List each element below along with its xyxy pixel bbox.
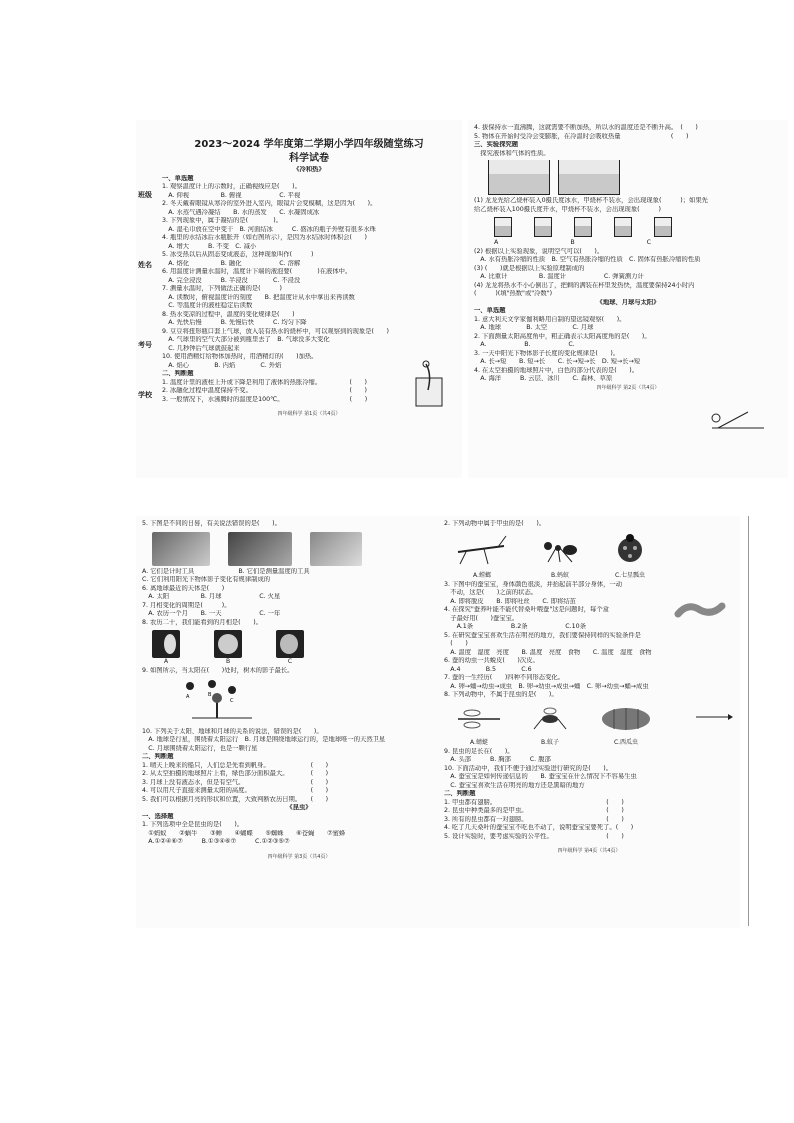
question-line: ( )(填"热数"或"冷数") <box>474 290 553 297</box>
question-line: 4. 在探究"蚕养叶能不能代替桑叶喂蚕"这是问题时，每个盒 <box>444 606 609 613</box>
question-line: A. 读数时，俯视温度计的刻度 B. 把温度计从水中拿出来再读数 <box>162 293 355 301</box>
question-line: A.4 B.5 C.6 <box>444 665 532 673</box>
question-line: 3. 所有的昆虫都有一对翅膀。 ( ) <box>444 815 624 823</box>
page3-q5 <box>142 520 456 529</box>
question-line: C. 蚕宝宝喜欢生活在明亮的地方还是黑暗的地方 <box>444 781 585 789</box>
page2-top-questions <box>474 124 782 158</box>
question-line: A. 头部 B. 胸部 C. 腹部 <box>444 756 551 763</box>
question-line: 4. 可以用尺子直接来测量太阳的高度。 ( ) <box>142 787 329 794</box>
question-line: 三、实验探究题 <box>474 141 519 148</box>
question-line: 3. 一般情况下，水沸腾时的温度是100℃。 ( ) <box>162 395 368 403</box>
question-line: A. B. C. <box>474 341 575 348</box>
question-line: 2. 冬天戴着眼镜从寒冷的室外进入室内，眼镜片会变模糊，这是因为( )。 <box>162 200 377 207</box>
scan-edge-line <box>748 516 749 926</box>
exam-page-3 <box>136 516 462 928</box>
question-line: A. 先快后慢 B. 先慢后快 C. 均匀下降 <box>162 319 307 326</box>
question-line: 5. 在研究蚕宝宝喜欢生活在明亮的地方，我们要保持同样的实验条件是 <box>444 631 641 639</box>
sundial-photo-a <box>152 532 210 566</box>
question-line: 3. 一天中阳光下物体影子长度的变化规律是( )。 <box>474 349 620 357</box>
dragonfly-icon <box>454 703 504 733</box>
question-line: 子最好用( )蚕宝宝。 <box>444 614 519 622</box>
question-line: 8. 农历二十，我们能看到的月相是( )。 <box>142 618 262 626</box>
page3-q6-q8 <box>142 568 456 628</box>
question-line: 9. 豆豆将扭形瓶口套上气球，放入装有热水的烧杯中，可以观察到的现象是( ) <box>162 327 390 335</box>
question-line: 5. 下图是不同的日晷，有关说法错误的是( )。 <box>142 520 281 527</box>
question-line: 5. 冰受热以后从固态变成液态，这种现象叫作( ) <box>162 251 314 258</box>
page2-analysis-questions <box>474 248 782 299</box>
beaker-option-c <box>614 217 632 237</box>
question-line: (2) 根据以上实验现象，说明空气可以( )。 <box>474 247 604 255</box>
question-line: ①蚂蚁 ②蜗牛 ③蝉 ④蝴蝶 ⑤蜘蛛 ⑥苍蝇 ⑦蜜蜂 <box>142 829 346 837</box>
question-line: 10. 下面活动中，我们不便于通过实验进行研究的是( )。 <box>444 764 613 772</box>
page4-q2: 2. 下列动物中属于甲虫的是( )。 <box>444 520 546 527</box>
question-line: 7. 蚕的一生经历( )四种不同形态变化。 <box>444 674 564 681</box>
exam-page-4 <box>438 516 740 928</box>
question-line: A. 农历一个月 B. 一天 C. 一年 <box>142 610 281 617</box>
beaker-right <box>558 160 620 195</box>
question-line: A. 焰心 B. 内焰 C. 外焰 <box>162 361 282 369</box>
question-line: 7. 月相变化的周期是( )。 <box>142 601 231 609</box>
question-line: 6. 离地球最近的天体是( ) <box>142 584 225 592</box>
page-footer: 四年级科学 第2页（共4页） <box>596 384 660 391</box>
question-line: 4. 拔保持水一直沸腾，这就需要不断加热，所以水的温度还是不断升高。 ( ) <box>474 124 698 131</box>
exam-title: 2023～2024 学年度第二学期小学四年级随堂练习 <box>194 139 424 150</box>
moon-photo-b <box>214 630 242 658</box>
sundial-photos <box>152 532 456 566</box>
exam-page-1 <box>136 120 462 478</box>
mantis-icon <box>454 532 510 566</box>
question-line: 1. 意大利天文学家伽利略用自制的望远镜观察( )。 <box>474 315 626 323</box>
question-line: 2. 昆虫中种类最多的是甲虫。 ( ) <box>444 807 624 814</box>
question-line: 1. 晴天上晚来的船只，人们总是先看到帆身。 ( ) <box>142 761 329 769</box>
question-line: A. 蚕宝宝是如何传递信息的 B. 蚕宝宝在什么情况下不容易生虫 <box>444 773 637 780</box>
question-line: A. 卵→蛹→幼虫→成虫 B. 卵→幼虫→成虫→蛹 C. 卵→幼虫→蛹→成虫 <box>444 682 649 690</box>
question-line: 一、单选题 <box>474 307 506 314</box>
unit-heading: 《冷和热》 <box>293 166 325 173</box>
question-line: 4. 瓶里的水结冰后水瓶胀开（如右图所示），是因为水结冰时体积会( ) <box>162 234 367 241</box>
beaker-options <box>494 217 782 237</box>
unit-heading-insects: 《昆虫》 <box>286 804 312 811</box>
moon-phase-photos: A B C <box>152 630 456 665</box>
question-line: 6. 蚕的幼虫一共蜕皮( )次皮。 <box>444 657 539 664</box>
side-label-name: 姓名 <box>138 261 152 269</box>
question-line: A. 温度 湿度 亮度 B. 温度 亮度 食物 C. 温度 湿度 食物 <box>444 648 652 656</box>
question-line: 不动，这是( )之前的状态。 <box>444 589 538 596</box>
question-line: 5. 我们可以根据月亮的形状和位置，大致判断农历日期。 ( ) <box>142 795 329 803</box>
svg-text:A: A <box>186 693 190 700</box>
side-label-school: 学校 <box>138 391 152 399</box>
question-line: 1. 观察温度计上的示数时，正确视线应是( )。 <box>162 183 301 190</box>
question-line: 9. 如图所示，当太阳在( )处时，树木的影子最长。 <box>142 667 294 674</box>
page2-experiment-questions <box>474 197 782 214</box>
question-line: 一、选择题 <box>142 812 174 820</box>
question-line: 10. 下列关于太阳、地球和月球的关系的说法，错误的是( )。 <box>142 727 323 735</box>
question-line: 4. 在太空拍摄的地球照片中，白色的部分代表的是( )。 <box>474 366 639 374</box>
question-line: A. 湿毛巾放在空中变干 B. 河面结冰 C. 盛冰的瓶子外壁有很多水珠 <box>162 225 376 233</box>
ladybug-icon <box>610 532 650 566</box>
question-line: C. 几秒钟后气球就鼓起来 <box>162 344 240 352</box>
question-line: 3. 下图中的蚕宝宝，身体颜色很淡，并抬起前半部分身体，一动 <box>444 580 623 588</box>
question-line: 2. 下面测量太阳高度角中，粗正确表示太阳高度角的是( )。 <box>474 332 651 340</box>
page-footer: 四年级科学 第4页（共4页） <box>557 848 621 854</box>
question-line: 二、判断题 <box>444 790 476 797</box>
page2-earth-questions <box>474 307 782 384</box>
question-line: 3. 下列现象中，属于凝结的是( )。 <box>162 217 282 224</box>
question-line: (3) ( )就是根据以上实验原理制成的 <box>474 264 585 272</box>
question-line: C. 它们利用阳光下物体影子变化有规律制成的 <box>142 576 271 583</box>
question-line: A. 水有热胀冷缩的性质 B. 空气有热胀冷缩的性质 C. 固体有热胀冷缩的性质 <box>474 256 701 263</box>
beaker-option-a2 <box>534 217 552 237</box>
question-line: 1. 温度计里的液柱上升或下降是利用了液体的热胀冷缩。 ( ) <box>162 378 367 386</box>
question-line: A. 海洋 B. 云层、冰川 C. 森林、草原 <box>474 375 613 382</box>
question-line: 9. 昆虫的足长在( )。 <box>444 747 514 755</box>
moon-photo-a <box>152 630 180 658</box>
question-line: 给乙烧杯装入100摄氏度开水，甲烧杯不装水，会出现现象( ) <box>474 205 661 213</box>
pillbug-icon <box>596 703 656 733</box>
question-line: A. 太阳 B. 月球 C. 火星 <box>142 593 281 600</box>
svg-text:C: C <box>230 697 234 704</box>
question-line: 二、判断题 <box>142 753 174 760</box>
question-line: 7. 测量水温时，下列做法正确的是( ) <box>162 285 282 292</box>
question-line: A.1条 B.2条 C.10条 <box>444 623 586 630</box>
page3-q10-judgement <box>142 728 456 805</box>
question-line: 1. 甲虫都有翅膀。 ( ) <box>444 798 624 806</box>
ant-icon <box>538 532 582 566</box>
question-line: A. 它们是计时工具 B. 它们是测量温度的工具 <box>142 567 310 575</box>
question-line: 8. 下列动物中，不属于昆虫的是( )。 <box>444 691 558 698</box>
svg-text:B: B <box>208 691 212 698</box>
beaker-left <box>488 160 550 195</box>
question-line: 4. 吃了几天桑叶的蚕宝宝不吃也不动了，说明蚕宝宝要死了。( ) <box>444 824 634 831</box>
beaker-labels: A B C <box>494 239 652 246</box>
beaker-option-c2 <box>654 217 672 237</box>
non-insect-photos: A.蜻蜓 B.蚊子 C.西瓜虫 <box>454 703 734 746</box>
question-line: C. 月球围绕着太阳运行，也是一颗行星 <box>142 744 258 752</box>
question-line: A. 增大 B. 不变 C. 减小 <box>162 242 257 250</box>
page-footer: 四年级科学 第1页（共4页） <box>277 411 341 417</box>
unit-heading-earth: 《地球、月球与太阳》 <box>596 298 660 306</box>
question-line: (1) 龙龙先给乙烧杯装入0摄氏度冰水，甲烧杯不装水，会出现现象( )；如果先 <box>474 197 708 204</box>
jar-illustration <box>410 360 450 410</box>
beaker-option-a <box>494 217 512 237</box>
question-line: A.①②④⑥⑦ B.①③④⑥⑦ C.①②③⑤⑦ <box>142 838 290 845</box>
tree-shadow-figure <box>172 676 262 724</box>
beetle-photos: A.螳螂 B.蚂蚁 C.七星瓢虫 <box>454 532 734 579</box>
question-line: A. 地球 B. 太空 C. 月球 <box>474 324 594 331</box>
question-line: C. 等温度计的液柱稳定后读数 <box>162 302 253 309</box>
question-line: A. 地球是行星，围绕着太阳运行 B. 月球是围绕地球运行的，是地球唯一的天然卫星 <box>142 736 386 743</box>
question-line: A. 仰视 B. 俯视 C. 平视 <box>162 191 301 199</box>
question-line: A. 水蒸气遇冷凝结 B. 水的蒸发 C. 水凝固成冰 <box>162 208 320 216</box>
question-line: 一、单选题 <box>162 174 194 182</box>
page3-q9 <box>142 667 456 676</box>
question-line: 2. 冰融化过程中温度保持不变。 ( ) <box>162 387 367 394</box>
exam-subtitle: 科学试卷 <box>289 153 329 164</box>
question-line: A. 即将脱皮 B. 即将吐丝 C. 即将结茧 <box>444 597 576 605</box>
side-label-number: 考号 <box>138 341 152 349</box>
question-line: 5. 物体在开始时受冷会变膨胀，在冷温时会吸收热量 ( ) <box>474 132 689 140</box>
question-line: 6. 用温度计测量水温时，温度计下端的液泡要( )在液体中。 <box>162 268 352 275</box>
beaker-option-b <box>574 217 592 237</box>
sundial-photo-c <box>310 532 362 566</box>
silkworm-icon <box>674 598 726 620</box>
question-line: A. 气球里的空气大部分被到瓶里去了 B. 气球没多大变化 <box>162 336 330 343</box>
question-line: 3. 月球上没有液态水，但是有空气。 ( ) <box>142 778 329 786</box>
question-line: A. 完全浸没 B. 半浸没 C. 不浸没 <box>162 276 301 284</box>
moon-photo-c <box>276 630 304 658</box>
question-line: 2. 从太空拍摄的地球照片上看，绿色部分面积最大。 ( ) <box>142 770 329 777</box>
question-line: 10. 使用酒精灯给物体加热时，用酒精灯的( )加热。 <box>162 353 318 360</box>
page-footer: 四年级科学 第3页（共4页） <box>267 853 331 860</box>
exam-page-2 <box>468 120 788 478</box>
sundial-photo-b <box>228 532 292 566</box>
question-line: 探究液体和气体的性质。 <box>474 149 550 157</box>
side-label-class: 班级 <box>138 191 152 199</box>
question-line: 二、判断题 <box>162 370 194 377</box>
mosquito-icon <box>530 703 570 733</box>
question-line: 5. 设计实验时，要考虑实验的公平性。 ( ) <box>444 832 624 840</box>
question-line: A. 熔化 B. 融化 C. 溶解 <box>162 259 301 267</box>
question-line: 1. 下列选项中全是昆虫的是( )。 <box>142 821 244 828</box>
question-line: (4) 龙龙将热水不小心倒出了，把剩的满装在杯里发热快，温度要保持24小时内 <box>474 281 695 289</box>
question-line: 8. 热水变凉的过程中，温度的变化规律是( ) <box>162 310 295 318</box>
question-line: A. 比重计 B. 温度计 C. 弹簧测力计 <box>474 273 644 280</box>
page4-q9-judgement <box>444 748 734 842</box>
experiment-figure <box>488 160 782 195</box>
question-line: ( ) <box>444 640 468 647</box>
lifecycle-arrow-icon <box>694 711 734 723</box>
question-line: A. 长→短 B. 短→长 C. 长→短→长 D. 短→长→短 <box>474 358 641 365</box>
sun-angle-figure <box>708 408 768 432</box>
page3-insect-questions <box>142 813 456 847</box>
